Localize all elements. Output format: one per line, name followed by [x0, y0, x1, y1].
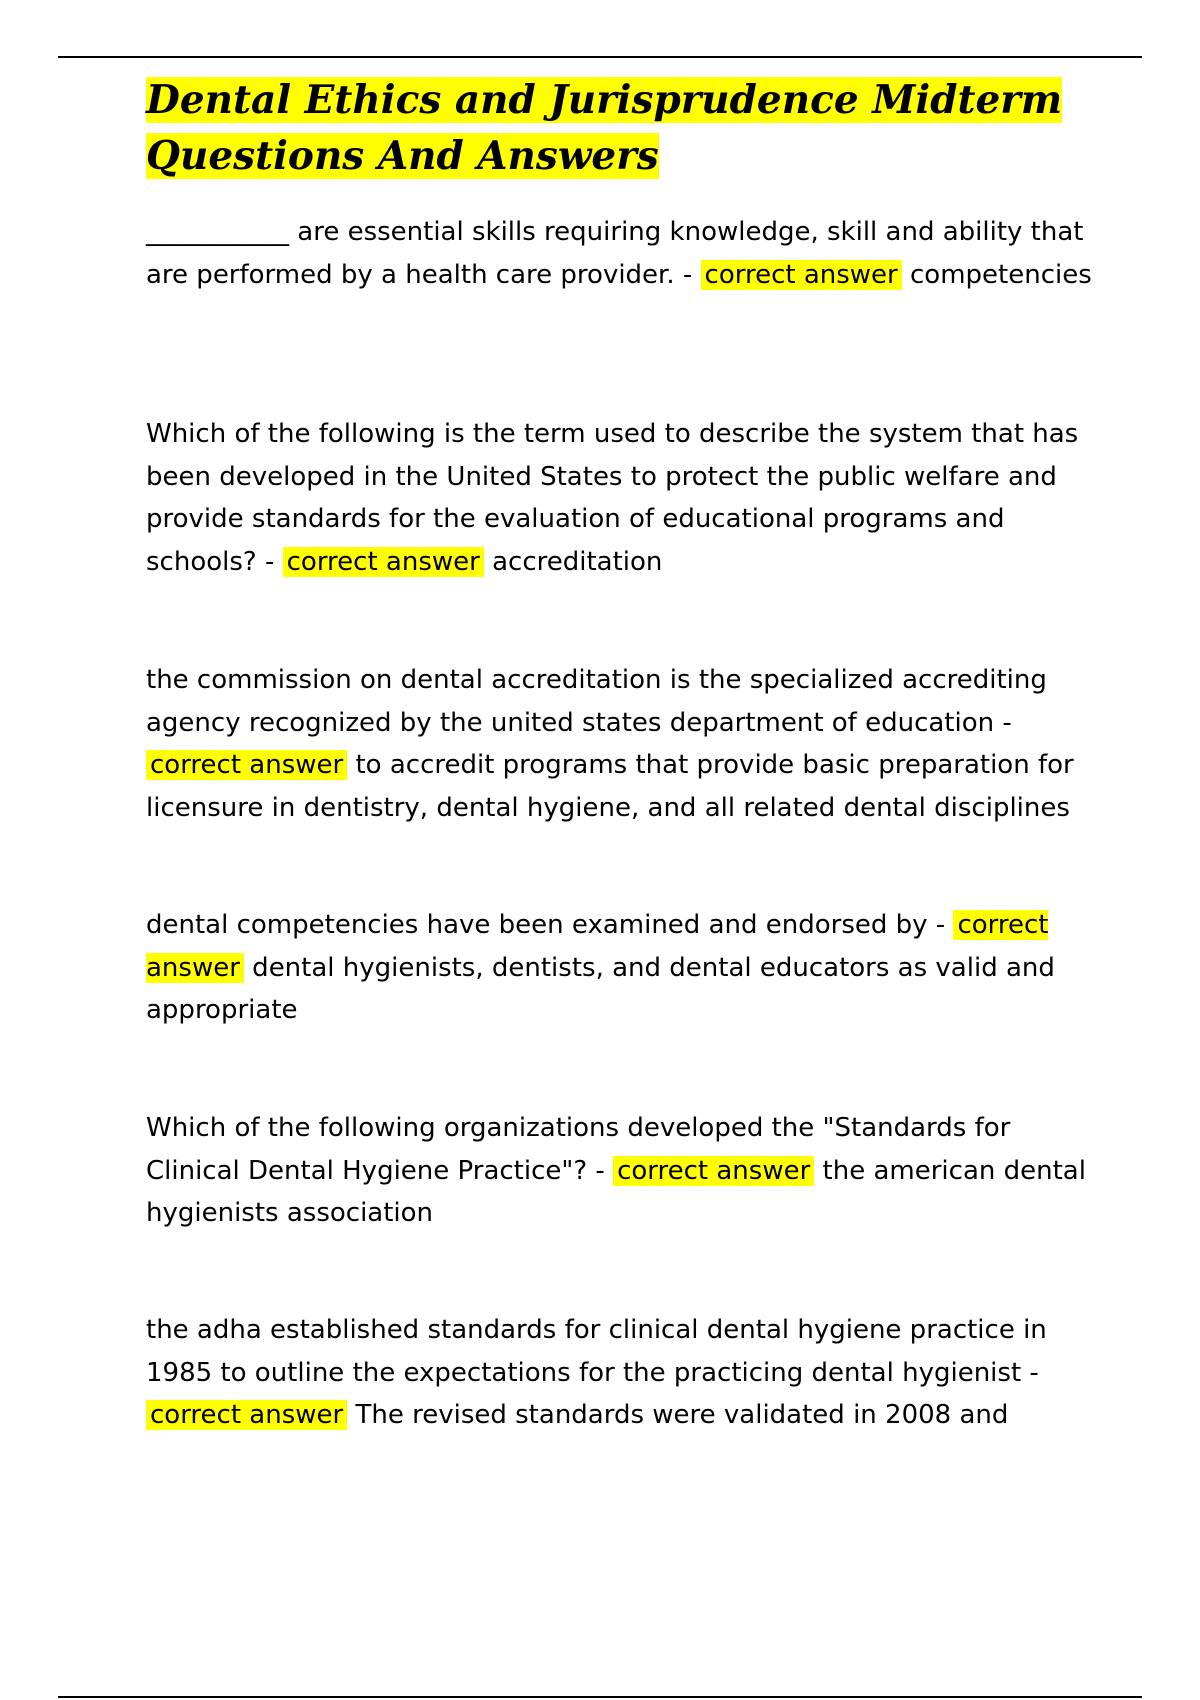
qa-item-3 [146, 659, 1106, 829]
answer-text: competencies [901, 259, 1092, 290]
answer-text: to accredit programs that provide basic preparation for licensure in dentistry, dental hygiene, and all related dental disciplines [146, 750, 1074, 823]
footer-rule [58, 1696, 1142, 1698]
answer-text: the american dental hygienists association [146, 1155, 1086, 1228]
answer-text: dental hygienists, dentists, and dental educators as valid and appropriate [146, 952, 1055, 1025]
answer-text: accreditation [483, 546, 663, 577]
question-text: ___________ are essential skills requiring knowledge, skill and ability that are performed by a health care provider. - [146, 217, 1084, 290]
question-text: the commission on dental accreditation is the specialized accrediting agency recognized by the united states department of education - [146, 665, 1047, 738]
correct-answer-marker: correct answer [613, 1156, 814, 1186]
question-text: Which of the following organizations developed the "Standards for Clinical Dental Hygiene Practice"? - [146, 1113, 1011, 1186]
qa-item-1 [146, 211, 1106, 296]
correct-answer-marker: correct answer [701, 260, 902, 290]
correct-answer-marker: correct answer [146, 1400, 347, 1430]
qa-item-5 [146, 1107, 1106, 1235]
qa-item-4 [146, 904, 1106, 1032]
correct-answer-marker: correct answer [146, 910, 1049, 983]
correct-answer-marker: correct answer [283, 547, 484, 577]
question-text: dental competencies have been examined and endorsed by - [146, 910, 954, 940]
qa-item-6 [146, 1309, 1106, 1437]
question-text: Which of the following is the term used to describe the system that has been developed in the United States to protect the public welfare and provide standards for the evaluation of educational programs and schools? - [146, 419, 1079, 577]
answer-text: The revised standards were validated in 2008 and [347, 1400, 1009, 1430]
title-line-1: Dental Ethics and Jurisprudence Midterm [146, 77, 1063, 123]
document-title [146, 72, 1146, 184]
qa-item-2 [146, 413, 1106, 583]
correct-answer-marker: correct answer [146, 750, 347, 780]
title-line-2: Questions And Answers [146, 133, 659, 179]
header-rule [58, 56, 1142, 58]
question-text: the adha established standards for clinical dental hygiene practice in 1985 to outline the expectations for the practicing dental hygienist - [146, 1315, 1047, 1388]
